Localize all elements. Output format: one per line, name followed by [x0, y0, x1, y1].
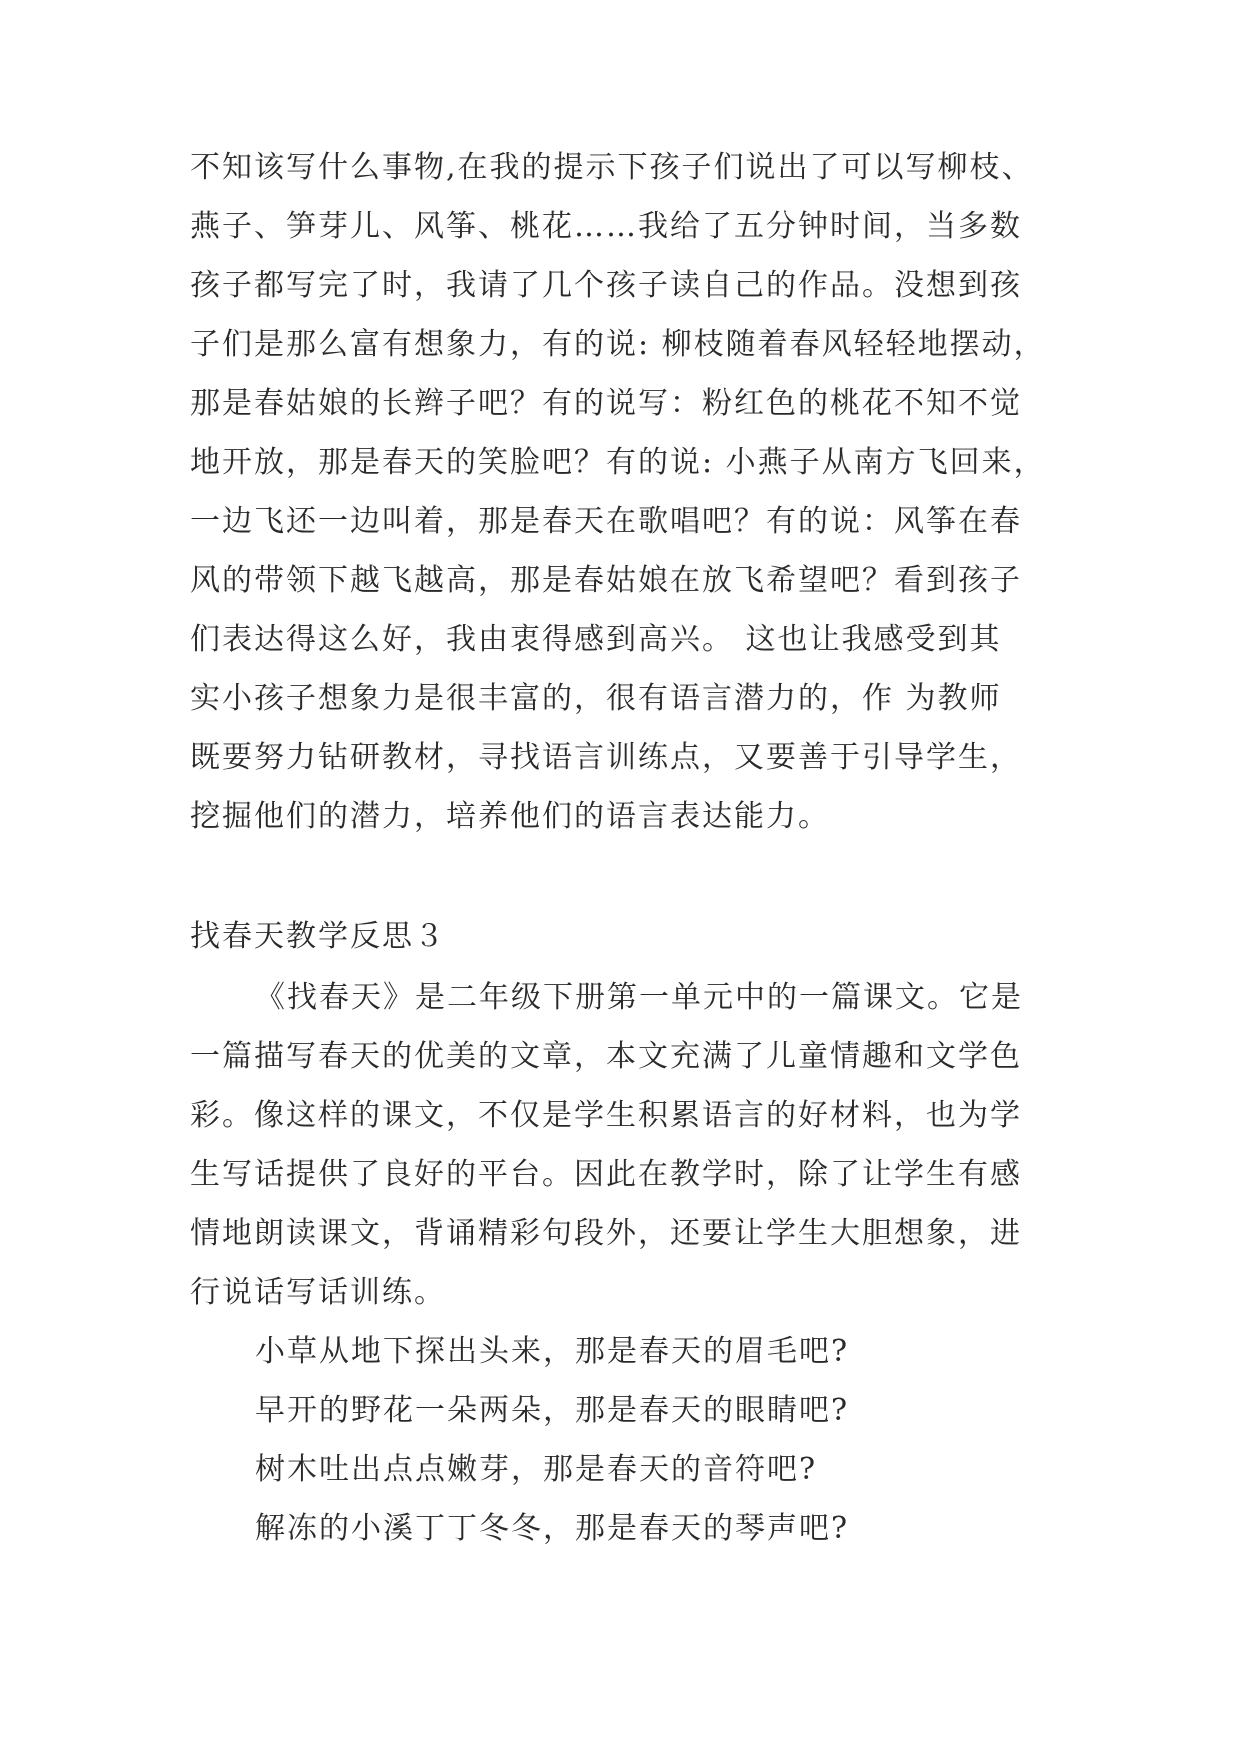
- paragraph-line: 生写话提供了良好的平台。因此在教学时，除了让学生有感: [190, 1157, 1022, 1192]
- paragraph-line: 一边飞还一边叫着，那是春天在歌唱吧？有的说：风筝在春: [190, 504, 1022, 539]
- paragraph-line: 们表达得这么好，我由衷得感到高兴。 这也让我感受到其: [190, 622, 1002, 657]
- paragraph-line: 燕子、笋芽儿、风筝、桃花……我给了五分钟时间，当多数: [190, 209, 1022, 244]
- section-title: 找春天教学反思３: [190, 919, 446, 954]
- poem-line: 早开的野花一朵两朵，那是春天的眼睛吧?: [255, 1393, 850, 1428]
- paragraph-line: 彩。像这样的课文，不仅是学生积累语言的好材料，也为学: [190, 1098, 1022, 1133]
- paragraph-line: 那是春姑娘的长辫子吧？有的说写：粉红色的桃花不知不觉: [190, 386, 1022, 421]
- paragraph-line: 《找春天》是二年级下册第一单元中的一篇课文。它是: [255, 980, 1023, 1015]
- paragraph-line: 挖掘他们的潜力，培养他们的语言表达能力。: [190, 799, 830, 834]
- paragraph-line: 孩子都写完了时，我请了几个孩子读自己的作品。没想到孩: [190, 268, 1022, 303]
- poem-line: 小草从地下探出头来，那是春天的眉毛吧?: [255, 1334, 850, 1369]
- paragraph-line: 地开放，那是春天的笑脸吧？有的说: 小燕子从南方飞回来，: [190, 445, 1046, 480]
- paragraph-line: 既要努力钻研教材，寻找语言训练点，又要善于引导学生，: [190, 740, 1022, 775]
- paragraph-line: 一篇描写春天的优美的文章，本文充满了儿童情趣和文学色: [190, 1039, 1022, 1074]
- poem-line: 树木吐出点点嫩芽，那是春天的音符吧?: [255, 1452, 818, 1487]
- paragraph-line: 子们是那么富有想象力，有的说: 柳枝随着春风轻轻地摆动，: [190, 327, 1046, 362]
- paragraph-line: 情地朗读课文，背诵精彩句段外，还要让学生大胆想象，进: [190, 1216, 1022, 1251]
- poem-line: 解冻的小溪丁丁冬冬，那是春天的琴声吧?: [255, 1511, 850, 1546]
- paragraph-line: 不知该写什么事物,在我的提示下孩子们说出了可以写柳枝、: [190, 150, 1034, 185]
- paragraph-line: 风的带领下越飞越高，那是春姑娘在放飞希望吧？看到孩子: [190, 563, 1022, 598]
- paragraph-line: 实小孩子想象力是很丰富的，很有语言潜力的，作 为教师: [190, 681, 1002, 716]
- paragraph-line: 行说话写话训练。: [190, 1275, 446, 1310]
